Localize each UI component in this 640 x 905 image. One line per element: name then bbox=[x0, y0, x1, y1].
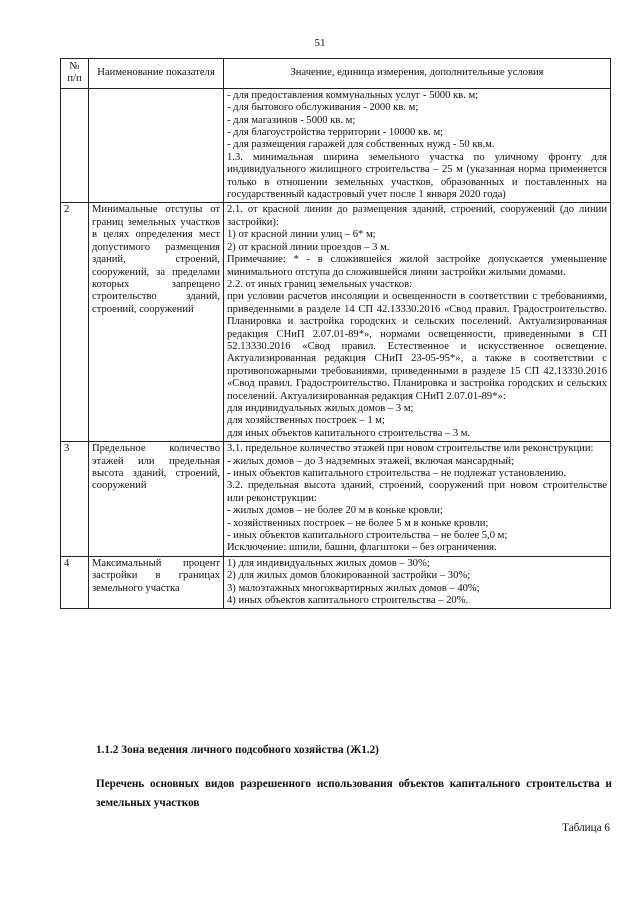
value-line: 3.1. предельное количество этажей при новом строительстве или реконструкции: bbox=[227, 443, 594, 455]
value-line: - для благоустройства территории - 10000 кв. м; bbox=[227, 127, 444, 139]
value-line: - для бытового обслуживания - 2000 кв. м; bbox=[227, 102, 419, 114]
cell-value bbox=[224, 442, 611, 557]
list-heading: Перечень основных видов разрешенного использования объектов капитального строительства и земельных участков bbox=[96, 778, 612, 809]
cell-value bbox=[224, 88, 611, 203]
value-line: 2.2. от иных границ земельных участков: bbox=[227, 278, 413, 290]
regulations-table bbox=[60, 58, 611, 609]
value-line: 4) иных объектов капитального строительства – 20%. bbox=[227, 595, 469, 607]
value-line: 1) для индивидуальных жилых домов – 30%; bbox=[227, 557, 430, 569]
table-row-continuation bbox=[61, 88, 611, 203]
value-line: для иных объектов капитального строительства – 3 м. bbox=[227, 427, 471, 439]
cell-value bbox=[224, 203, 611, 442]
cell-name: Минимальные отступы от границ земельных участков в целях определения мест допустимого размещения зданий, строений, сооружений, за пределами которых запрещено строительство зданий, строений, сооружений bbox=[89, 203, 224, 442]
value-line: для хозяйственных построек – 1 м; bbox=[227, 415, 385, 427]
cell-name bbox=[89, 88, 224, 203]
header-number: № п/п bbox=[61, 59, 89, 89]
value-line: - иных объектов капитального строительства – не подлежат установлению. bbox=[227, 468, 567, 479]
value-line: - для магазинов - 5000 кв. м; bbox=[227, 114, 356, 126]
value-line: при условии расчетов инсоляции и освещенности в соответствии с требованиями, приведенными в разделе 14 СП 42.13330.2016 «Свод правил. Градостроительство. Планировка и застройка городских и сельских поселений. Актуализированная редакция СНиП 2.07.01-89*», нормами освещенности, приведенными в СП 52.13330.2016 «Свод правил. Естественное и искусственное освещение. Актуализированная редакция СНиП 23-05-95*», а также в соответствии с противопожарными требованиями, приведенными в разделе 15 СП 42.13330.2016 «Свод правил. Градостроительство. Планировка и застройка городских и сельских поселений. Актуализированная редакция СНиП 2.07.01-89*»: bbox=[227, 291, 607, 402]
cell-name: Максимальный процент застройки в границах земельного участка bbox=[89, 556, 224, 609]
cell-number: 3 bbox=[61, 442, 89, 557]
value-line: - хозяйственных построек – не более 5 м в коньке кровли; bbox=[227, 517, 489, 529]
value-line: 2) для жилых домов блокированной застройки – 30%; bbox=[227, 570, 471, 582]
value-line: - жилых домов – до 3 надземных этажей, включая мансардный; bbox=[227, 455, 514, 467]
header-value: Значение, единица измерения, дополнительные условия bbox=[224, 59, 611, 89]
value-line: - иных объектов капитального строительства – не более 5,0 м; bbox=[227, 530, 508, 542]
value-line: 2) от красной линии проездов – 3 м. bbox=[227, 241, 390, 253]
value-line: Исключение: шпили, башни, флагштоки – без ограничения. bbox=[227, 542, 497, 554]
value-line: 2.1. от красной линии до размещения зданий, строений, сооружений (до линии застройки): bbox=[227, 204, 607, 228]
value-line: - жилых домов – не более 20 м в коньке кровли; bbox=[227, 505, 443, 517]
header-indicator-name: Наименование показателя bbox=[89, 59, 224, 89]
value-line: 3.2. предельная высота зданий, строений, сооружений при новом строительстве или реконструкции: bbox=[227, 480, 607, 504]
table-row bbox=[61, 556, 611, 609]
cell-number: 2 bbox=[61, 203, 89, 442]
value-line: Примечание: * - в сложившейся жилой застройке допускается уменьшение минимального отступа до сложившейся линии застройки жилыми домами. bbox=[227, 254, 607, 278]
table-header-row bbox=[61, 59, 611, 89]
cell-number bbox=[61, 88, 89, 203]
value-line: 1) от красной линии улиц – 6* м; bbox=[227, 229, 376, 241]
value-line: - для размещения гаражей для собственных нужд - 50 кв.м. bbox=[227, 139, 495, 151]
value-line: - для предоставления коммунальных услуг - 5000 кв. м; bbox=[227, 89, 479, 101]
table-row bbox=[61, 203, 611, 442]
cell-number: 4 bbox=[61, 556, 89, 609]
section-heading: 1.1.2 Зона ведения личного подсобного хозяйства (Ж1.2) bbox=[96, 744, 379, 756]
table-caption: Таблица 6 bbox=[562, 822, 610, 834]
table-row bbox=[61, 442, 611, 557]
cell-name: Предельное количество этажей или предельная высота зданий, строений, сооружений bbox=[89, 442, 224, 557]
page-number: 51 bbox=[314, 37, 326, 49]
cell-value bbox=[224, 556, 611, 609]
value-line: 3) малоэтажных многоквартирных жилых домов – 40%; bbox=[227, 582, 480, 594]
value-line: для индивидуальных жилых домов – 3 м; bbox=[227, 402, 414, 414]
value-line: 1.3. минимальная ширина земельного участка по уличному фронту для индивидуального жилищного строительства – 25 м (указанная норма применяется только в отношении земельных участков, образованных и поставленных на государственный кадастровый учет после 1 января 2020 года) bbox=[227, 151, 607, 201]
